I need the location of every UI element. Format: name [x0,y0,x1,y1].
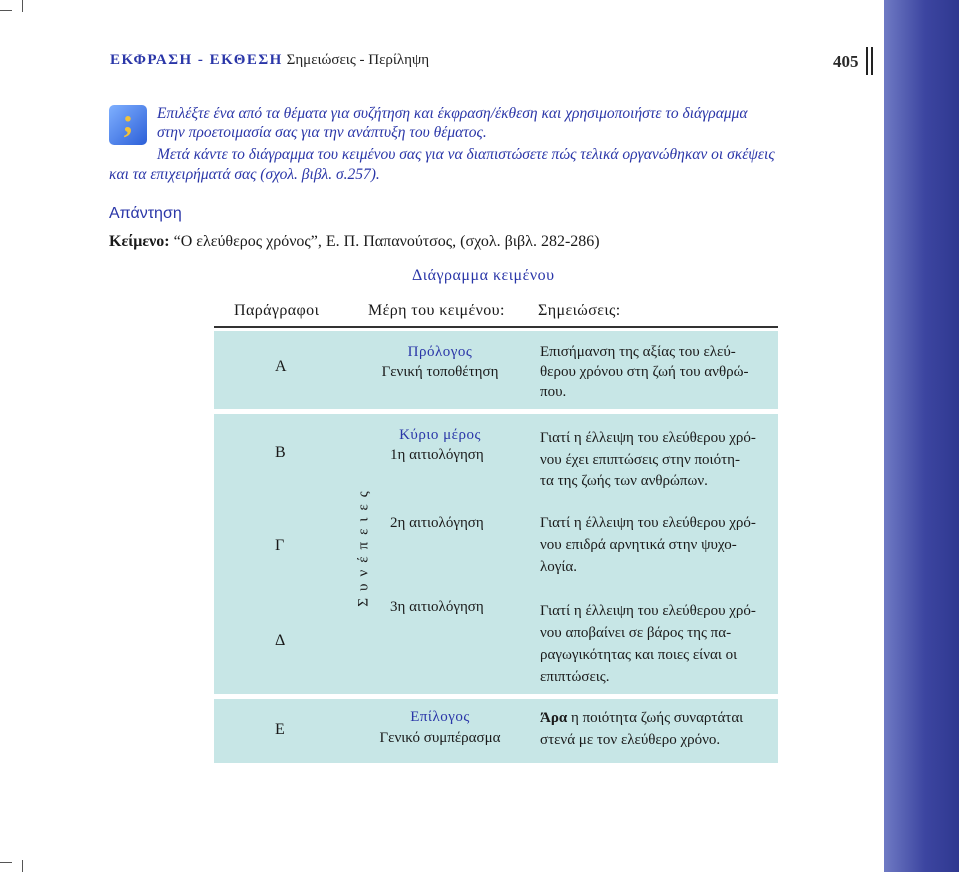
note-line: νου επιδρά αρνητικά στην ψυχο- [540,537,737,553]
crop-mark [22,0,23,12]
note-line: λογία. [540,559,578,575]
answer-heading: Απάντηση [109,205,182,222]
reference-text: “Ο ελεύθερος χρόνος”, Ε. Π. Παπανούτσος, (σχολ. βιβλ. 282-286) [173,233,600,250]
note-line [540,707,743,729]
part-title: Κύριο μέρος [399,427,481,443]
page-edge-band [884,0,959,872]
page-number-rule [866,47,873,75]
paragraph-letter: Δ [275,632,286,649]
part-title: Επίλογος [410,709,470,725]
semicolon-icon: ; [109,105,147,145]
part-subtitle: 2η αιτιολόγηση [390,515,484,531]
header-rule [214,326,778,328]
consequences-label-text: Συνέπειες [355,483,372,607]
paragraph-letter: Β [275,444,286,461]
note-line: Γιατί η έλλειψη του ελεύθερου χρό- [540,603,756,619]
column-header-parts: Μέρη του κειμένου: [368,302,505,319]
note-line: επιπτώσεις. [540,669,610,685]
part-subtitle: 3η αιτιολόγηση [390,599,484,615]
part-subtitle: 1η αιτιολόγηση [390,447,484,463]
note-line: ραγωγικότητας και ποιες είναι οι [540,647,738,663]
instruction-line: Μετά κάντε το διάγραμμα του κειμένου σας για να διαπιστώσετε πώς τελικά οργανώθηκαν οι σκέψεις [157,146,775,163]
crop-mark [0,862,12,863]
section-subtitle: Σημειώσεις - Περίληψη [286,52,430,68]
consequences-label [352,470,376,620]
crop-mark [0,10,12,11]
note-line: νου έχει επιπτώσεις στην ποιότη- [540,452,740,468]
note-line: που. [540,384,567,400]
part-subtitle: Γενική τοποθέτηση [381,364,499,380]
part-title: Πρόλογος [407,344,473,360]
note-text: η ποιότητα ζωής συναρτάται [567,710,744,726]
instruction-line: Επιλέξτε ένα από τα θέματα για συζήτηση και έκφραση/έκθεση και χρησιμοποιήστε το διάγραμμα [157,105,748,122]
note-line: Επισήμανση της αξίας του ελεύ- [540,344,736,360]
paragraph-letter: Ε [275,721,285,738]
column-header-notes: Σημειώσεις: [538,302,621,319]
instruction-line: στην προετοιμασία σας για την ανάπτυξη του θέματος. [157,124,487,141]
paragraph-letter: Γ [275,537,285,554]
note-line: Γιατί η έλλειψη του ελεύθερου χρό- [540,515,756,531]
reference-label: Κείμενο: [109,233,170,250]
text-reference [109,233,600,251]
crop-mark [22,860,23,872]
note-line: Γιατί η έλλειψη του ελεύθερου χρό- [540,430,756,446]
instruction-line: και τα επιχειρήματά σας (σχολ. βιβλ. σ.257). [109,166,380,183]
column-header-paragraphs: Παράγραφοι [234,302,320,319]
part-subtitle: Γενικό συμπέρασμα [379,730,501,746]
running-header [110,52,429,69]
note-line: θερου χρόνου στη ζωή του ανθρώ- [540,364,749,380]
note-line: στενά με τον ελεύθερο χρόνο. [540,732,721,748]
note-line: νου αποβαίνει σε βάρος της πα- [540,625,732,641]
section-title: ΕΚΦΡΑΣΗ - ΕΚΘΕΣΗ [110,52,283,68]
note-line: τα της ζωής των ανθρώπων. [540,473,708,489]
page-number: 405 [833,52,859,71]
paragraph-letter: Α [275,358,287,375]
note-bold-word: Άρα [540,710,568,726]
diagram-title: Διάγραμμα κειμένου [412,267,555,284]
